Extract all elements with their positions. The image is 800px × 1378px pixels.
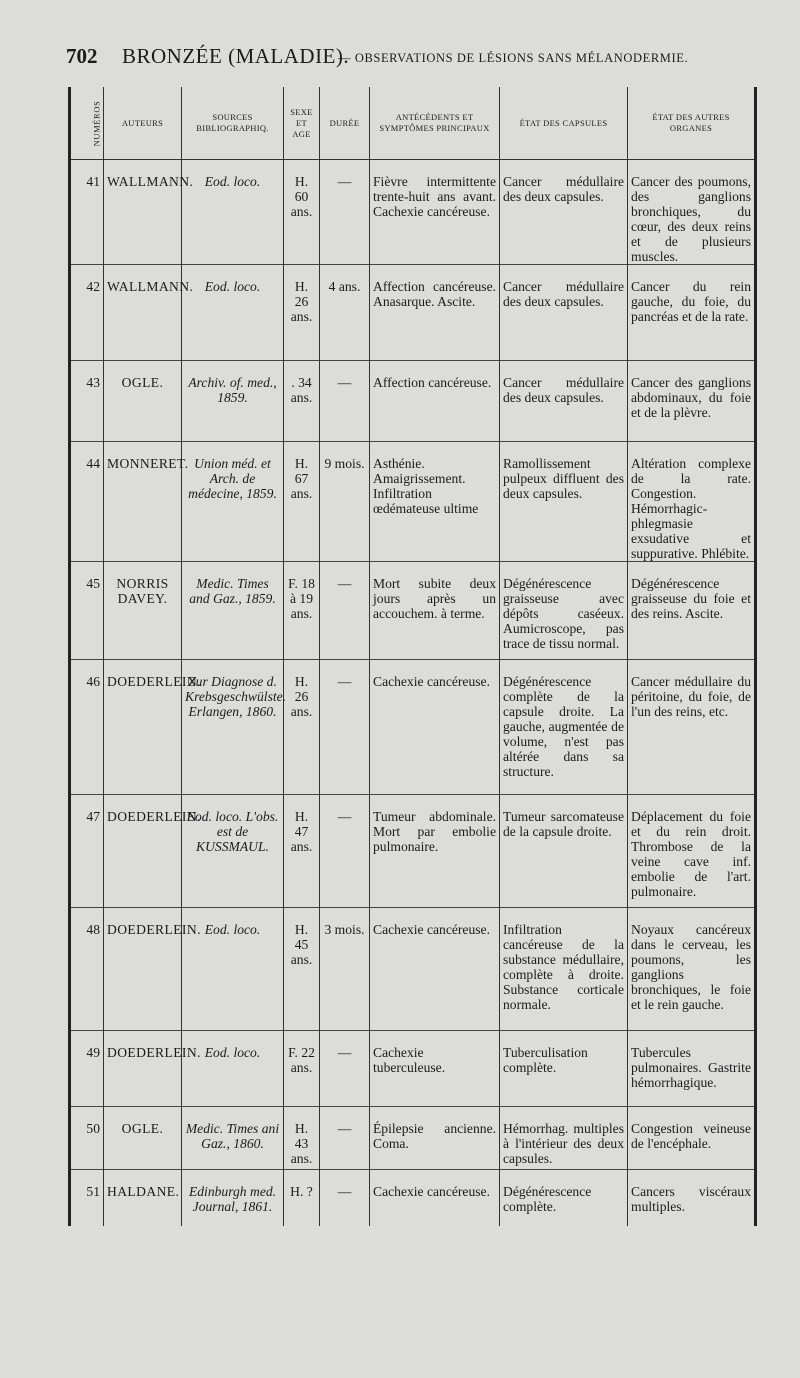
observation-number: 50	[70, 1107, 104, 1170]
sex-age-cell: F. 22 ans.	[284, 1031, 320, 1107]
organs-cell: Congestion veineuse de l'encéphale.	[628, 1107, 756, 1170]
observation-number: 46	[70, 660, 104, 795]
organs-cell: Tubercules pulmonaires. Gastrite hémorrhagique.	[628, 1031, 756, 1107]
source-cell: Union méd. et Arch. de médecine, 1859.	[182, 442, 284, 562]
page-header	[66, 44, 766, 78]
observation-number: 41	[70, 160, 104, 265]
duration-cell: —	[320, 160, 370, 265]
col-header-sex: SEXE ET AGE	[284, 87, 320, 160]
source-cell: Archiv. of. med., 1859.	[182, 361, 284, 442]
organs-cell: Cancer médullaire du péritoine, du foie, de l'un des reins, etc.	[628, 660, 756, 795]
source-cell: Eod. loco.	[182, 1031, 284, 1107]
sex-age-cell: F. 18 à 19 ans.	[284, 562, 320, 660]
author-cell: OGLE.	[104, 1107, 182, 1170]
capsules-cell: Dégénérescence complète de la capsule droite. La gauche, augmentée de volume, n'est pas altérée dans sa structure.	[500, 660, 628, 795]
capsules-cell: Cancer médullaire des deux capsules.	[500, 160, 628, 265]
source-cell: Eod. loco. L'obs. est de KUSSMAUL.	[182, 795, 284, 908]
capsules-cell: Cancer médullaire des deux capsules.	[500, 361, 628, 442]
duration-cell: 9 mois.	[320, 442, 370, 562]
organs-cell: Déplacement du foie et du rein droit. Thrombose de la veine cave inf. embolie de l'art. pulmonaire.	[628, 795, 756, 908]
antecedents-cell: Affection cancéreuse.	[370, 361, 500, 442]
capsules-cell: Cancer médullaire des deux capsules.	[500, 265, 628, 361]
organs-cell: Cancer des ganglions abdominaux, du foie et de la plèvre.	[628, 361, 756, 442]
source-cell: Medic. Times ani Gaz., 1860.	[182, 1107, 284, 1170]
capsules-cell: Tuberculisation complète.	[500, 1031, 628, 1107]
antecedents-cell: Cachexie cancéreuse.	[370, 908, 500, 1031]
sex-age-cell: H. 45 ans.	[284, 908, 320, 1031]
observation-number: 47	[70, 795, 104, 908]
author-cell: NORRIS DAVEY.	[104, 562, 182, 660]
observations-table	[68, 87, 757, 1226]
observation-number: 49	[70, 1031, 104, 1107]
capsules-cell: Infiltration cancéreuse de la substance médullaire, complète à droite. Substance corticale normale.	[500, 908, 628, 1031]
organs-cell: Noyaux cancéreux dans le cerveau, les poumons, les ganglions bronchiques, le foie et le rein gauche.	[628, 908, 756, 1031]
author-cell: DOEDERLEIN.	[104, 795, 182, 908]
col-header-antecedents: ANTÉCÉDENTS ET SYMPTÔMES PRINCIPAUX	[370, 87, 500, 160]
organs-cell: Cancer du rein gauche, du foie, du pancréas et de la rate.	[628, 265, 756, 361]
duration-cell: —	[320, 1031, 370, 1107]
antecedents-cell: Fièvre intermittente trente-huit ans avant. Cachexie cancéreuse.	[370, 160, 500, 265]
duration-cell: —	[320, 361, 370, 442]
source-cell: Edinburgh med. Journal, 1861.	[182, 1170, 284, 1226]
table-row	[70, 1170, 756, 1226]
capsules-cell: Dégénérescence graisseuse avec dépôts caséeux. Aumicroscope, pas trace de tissu normal.	[500, 562, 628, 660]
source-cell: Eod. loco.	[182, 160, 284, 265]
antecedents-cell: Affection cancéreuse. Anasarque. Ascite.	[370, 265, 500, 361]
observation-number: 51	[70, 1170, 104, 1226]
author-cell: WALLMANN.	[104, 160, 182, 265]
table-row	[70, 1031, 756, 1107]
col-header-source: SOURCES BIBLIOGRAPHIQ.	[182, 87, 284, 160]
capsules-cell: Dégénérescence complète.	[500, 1170, 628, 1226]
page-title: BRONZÉE (MALADIE).	[122, 44, 350, 68]
antecedents-cell: Épilepsie ancienne. Coma.	[370, 1107, 500, 1170]
observation-number: 43	[70, 361, 104, 442]
table-row	[70, 660, 756, 795]
observation-number: 45	[70, 562, 104, 660]
antecedents-cell: Mort subite deux jours après un accouchem. à terme.	[370, 562, 500, 660]
author-cell: DOEDERLEIN.	[104, 908, 182, 1031]
col-header-num: NUMÉROS	[70, 87, 104, 160]
sex-age-cell: H. 47 ans.	[284, 795, 320, 908]
table-row	[70, 1107, 756, 1170]
sex-age-cell: H. 60 ans.	[284, 160, 320, 265]
table-row	[70, 361, 756, 442]
col-header-duration: DURÉE	[320, 87, 370, 160]
observation-number: 44	[70, 442, 104, 562]
sex-age-cell: H. 43 ans.	[284, 1107, 320, 1170]
table-row	[70, 265, 756, 361]
sex-age-cell: H. 26 ans.	[284, 660, 320, 795]
duration-cell: —	[320, 1107, 370, 1170]
source-cell: Medic. Times and Gaz., 1859.	[182, 562, 284, 660]
col-header-organs: ÉTAT DES AUTRES ORGANES	[628, 87, 756, 160]
capsules-cell: Ramollissement pulpeux diffluent des deux capsules.	[500, 442, 628, 562]
capsules-cell: Tumeur sarcomateuse de la capsule droite.	[500, 795, 628, 908]
source-cell: Eod. loco.	[182, 265, 284, 361]
author-cell: WALLMANN.	[104, 265, 182, 361]
page-number: 702	[66, 44, 98, 68]
organs-cell: Cancers viscéraux multiples.	[628, 1170, 756, 1226]
duration-cell: —	[320, 795, 370, 908]
author-cell: OGLE.	[104, 361, 182, 442]
duration-cell: —	[320, 1170, 370, 1226]
antecedents-cell: Cachexie tuberculeuse.	[370, 1031, 500, 1107]
author-cell: DOEDERLEIN.	[104, 1031, 182, 1107]
duration-cell: —	[320, 562, 370, 660]
author-cell: MONNERET.	[104, 442, 182, 562]
table-header-row	[70, 87, 756, 160]
organs-cell: Cancer des poumons, des ganglions bronchiques, du cœur, des deux reins et de plusieurs muscles.	[628, 160, 756, 265]
sex-age-cell: . 34 ans.	[284, 361, 320, 442]
source-cell: Zur Diagnose d. Krebsgeschwülste. Erlangen, 1860.	[182, 660, 284, 795]
antecedents-cell: Cachexie cancéreuse.	[370, 1170, 500, 1226]
antecedents-cell: Tumeur abdominale. Mort par embolie pulmonaire.	[370, 795, 500, 908]
organs-cell: Dégénérescence graisseuse du foie et des reins. Ascite.	[628, 562, 756, 660]
table-row	[70, 442, 756, 562]
table-row	[70, 908, 756, 1031]
organs-cell: Altération complexe de la rate. Congestion. Hémorrhagic-phlegmasie exsudative et suppurative. Phlébite.	[628, 442, 756, 562]
table-row	[70, 562, 756, 660]
duration-cell: —	[320, 660, 370, 795]
duration-cell: 4 ans.	[320, 265, 370, 361]
col-header-capsules: ÉTAT DES CAPSULES	[500, 87, 628, 160]
table-row	[70, 160, 756, 265]
duration-cell: 3 mois.	[320, 908, 370, 1031]
antecedents-cell: Cachexie cancéreuse.	[370, 660, 500, 795]
table-row	[70, 795, 756, 908]
sex-age-cell: H. ?	[284, 1170, 320, 1226]
author-cell: DOEDERLEIN.	[104, 660, 182, 795]
observation-number: 48	[70, 908, 104, 1031]
capsules-cell: Hémorrhag. multiples à l'intérieur des deux capsules.	[500, 1107, 628, 1170]
source-cell: Eod. loco.	[182, 908, 284, 1031]
sex-age-cell: H. 26 ans.	[284, 265, 320, 361]
col-header-author: AUTEURS	[104, 87, 182, 160]
sex-age-cell: H. 67 ans.	[284, 442, 320, 562]
page-subtitle: — OBSERVATIONS DE LÉSIONS SANS MÉLANODERMIE.	[338, 51, 689, 65]
author-cell: HALDANE.	[104, 1170, 182, 1226]
antecedents-cell: Asthénie. Amaigrissement. Infiltration œdémateuse ultime	[370, 442, 500, 562]
observation-number: 42	[70, 265, 104, 361]
